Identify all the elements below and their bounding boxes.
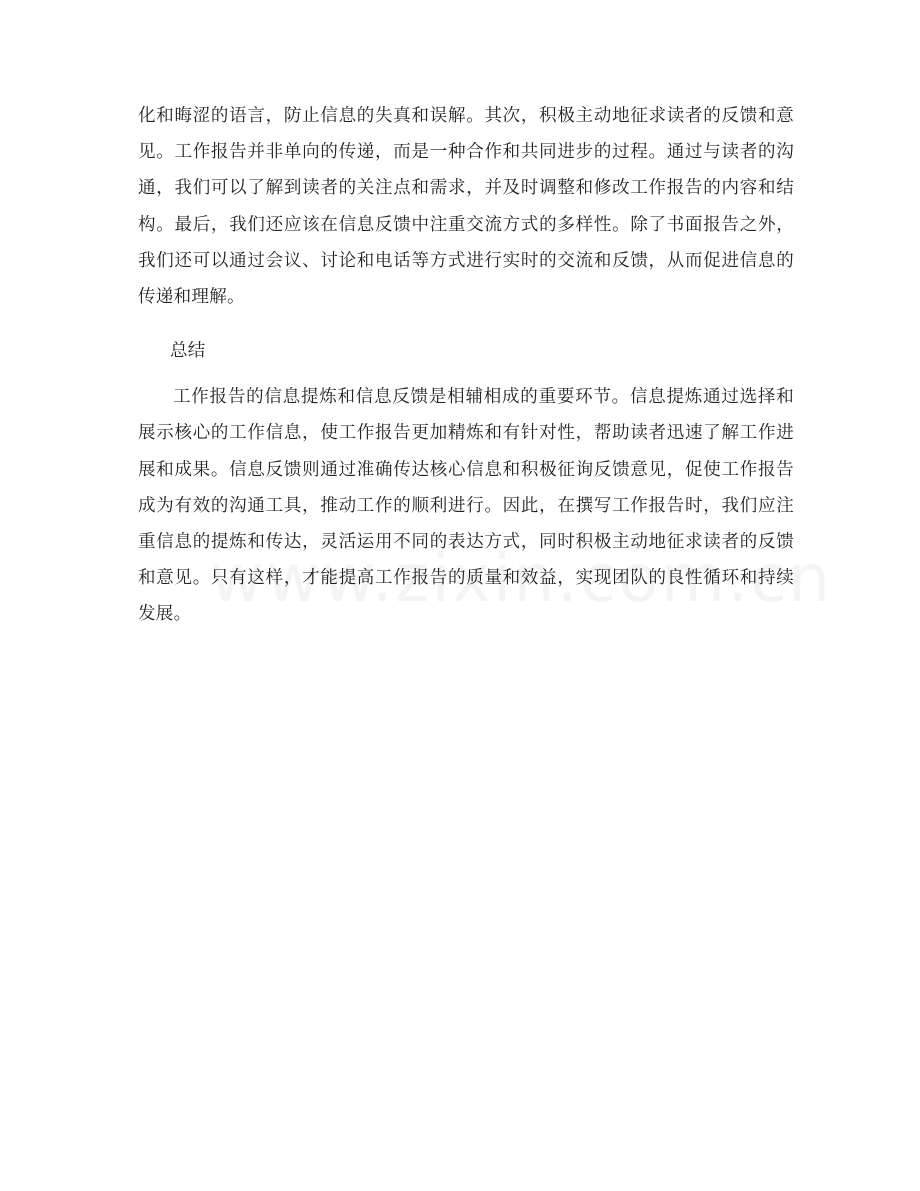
section-heading-summary: 总结 [170, 341, 206, 362]
document-body [138, 98, 794, 633]
body-paragraph-summary: 工作报告的信息提炼和信息反馈是相辅相成的重要环节。信息提炼通过选择和展示核心的工作信息，使工作报告更加精炼和有针对性，帮助读者迅速了解工作进展和成果。信息反馈则通过准确传达核心信息和积极征询反馈意见，促使工作报告成为有效的沟通工具，推动工作的顺利进行。因此，在撰写工作报告时，我们应注重信息的提炼和传达，灵活运用不同的表达方式，同时积极主动地征求读者的反馈和意见。只有这样，才能提高工作报告的质量和效益，实现团队的良性循环和持续发展。 [138, 387, 794, 625]
body-paragraph-continued: 化和晦涩的语言，防止信息的失真和误解。其次，积极主动地征求读者的反馈和意见。工作报告并非单向的传递，而是一种合作和共同进步的过程。通过与读者的沟通，我们可以了解到读者的关注点和需求，并及时调整和修改工作报告的内容和结构。最后，我们还应该在信息反馈中注重交流方式的多样性。除了书面报告之外，我们还可以通过会议、讨论和电话等方式进行实时的交流和反馈，从而促进信息的传递和理解。 [138, 106, 794, 308]
